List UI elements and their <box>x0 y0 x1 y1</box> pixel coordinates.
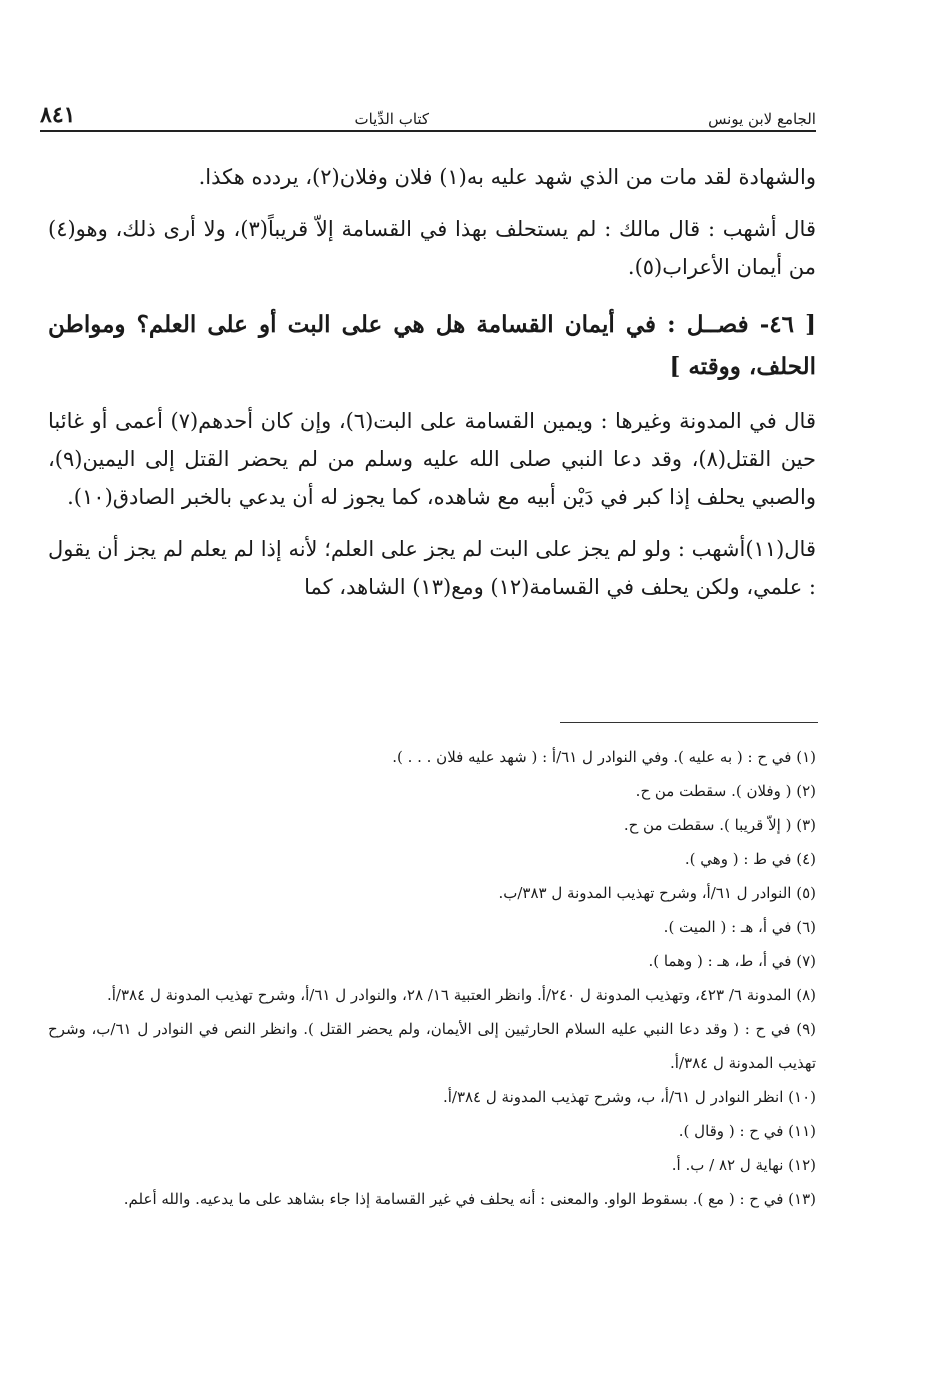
footnote: (٦) في أ، هـ : ( الميت ). <box>663 918 816 936</box>
footnote: (٥) النوادر ل ٦١/أ، وشرح تهذيب المدونة ل ٣٨٣/ب. <box>498 884 816 902</box>
chapter-title: كتاب الدِّيات <box>354 110 430 128</box>
footnote: (١٠) انظر النوادر ل ٦١/أ، ب، وشرح تهذيب المدونة ل ٣٨٤/أ. <box>442 1088 816 1106</box>
footnote: (٢) ( وفلان ). سقطت من ح. <box>635 782 816 800</box>
footnote: (٣) ( إلاّ قريبا ). سقطت من ح. <box>623 816 816 834</box>
footnote: (٧) في أ، ط، هـ : ( وهما ). <box>648 952 816 970</box>
header-rule <box>40 130 816 132</box>
paragraph: قال أشهب : قال مالك : لم يستحلف بهذا في القسامة إلاّ قريباً(٣)، ولا أرى ذلك، وهو(٤) من أيمان الأعراب(٥). <box>48 217 816 279</box>
section-heading: [ ٤٦- فصــل : في أيمان القسامة هل هي على البت أو على العلم؟ ومواطن الحلف، ووقته ] <box>48 311 817 380</box>
footnote: (٨) المدونة ٦/ ٤٢٣، وتهذيب المدونة ل ٢٤٠/أ. وانظر العتبية ١٦/ ٢٨، والنوادر ل ٦١/أ، وشرح تهذيب المدونة ل ٣٨٤/أ. <box>107 986 816 1004</box>
paragraph: والشهادة لقد مات من الذي شهد عليه به(١) فلان وفلان(٢)، يردده هكذا. <box>198 165 816 189</box>
page-number: ٨٤١ <box>40 102 76 128</box>
footnote-separator <box>560 722 818 723</box>
footnote: (٤) في ط : ( وهي ). <box>684 850 816 868</box>
footnote: (١٢) نهاية ل ٨٢ / ب. أ. <box>671 1156 816 1174</box>
footnote: (٩) في ح : ( وقد دعا النبي عليه السلام الحارثيين إلى الأيمان، ولم يحضر القتل ). وانظر النص في النوادر ل ٦١/ب، وشرح تهذيب المدونة ل ٣٨٤/أ. <box>48 1020 816 1072</box>
main-text <box>48 158 816 620</box>
paragraph: قال في المدونة وغيرها : ويمين القسامة على البت(٦)، وإن كان أحدهم(٧) أعمى أو غائبا حين القتل(٨)، وقد دعا النبي صلى الله عليه وسلم من لم يحضر القتل إلى اليمين(٩)، والصبي يحلف إذا كبر في دَيْن أبيه مع شاهده، كما يجوز له أن يدعي بالخبر الصادق(١٠). <box>48 409 816 509</box>
book-title: الجامع لابن يونس <box>708 110 816 128</box>
footnote: (١٣) في ح : ( مع ). بسقوط الواو. والمعنى : أنه يحلف في غير القسامة إذا جاء بشاهد على ما يدعيه. والله أعلم. <box>123 1190 816 1208</box>
running-header <box>40 100 816 128</box>
footnotes <box>48 740 816 1216</box>
footnote: (١) في ح : ( به عليه ). وفي النوادر ل ٦١/أ : ( شهد عليه فلان . . . ). <box>392 748 816 766</box>
footnote: (١١) في ح : ( وقال ). <box>678 1122 816 1140</box>
paragraph: قال(١١)أشهب : ولو لم يجز على البت لم يجز على العلم؛ لأنه إذا لم يعلم لم يجز أن يقول : علمي، ولكن يحلف في القسامة(١٢) ومع(١٣) الشاهد، كما <box>48 537 816 599</box>
